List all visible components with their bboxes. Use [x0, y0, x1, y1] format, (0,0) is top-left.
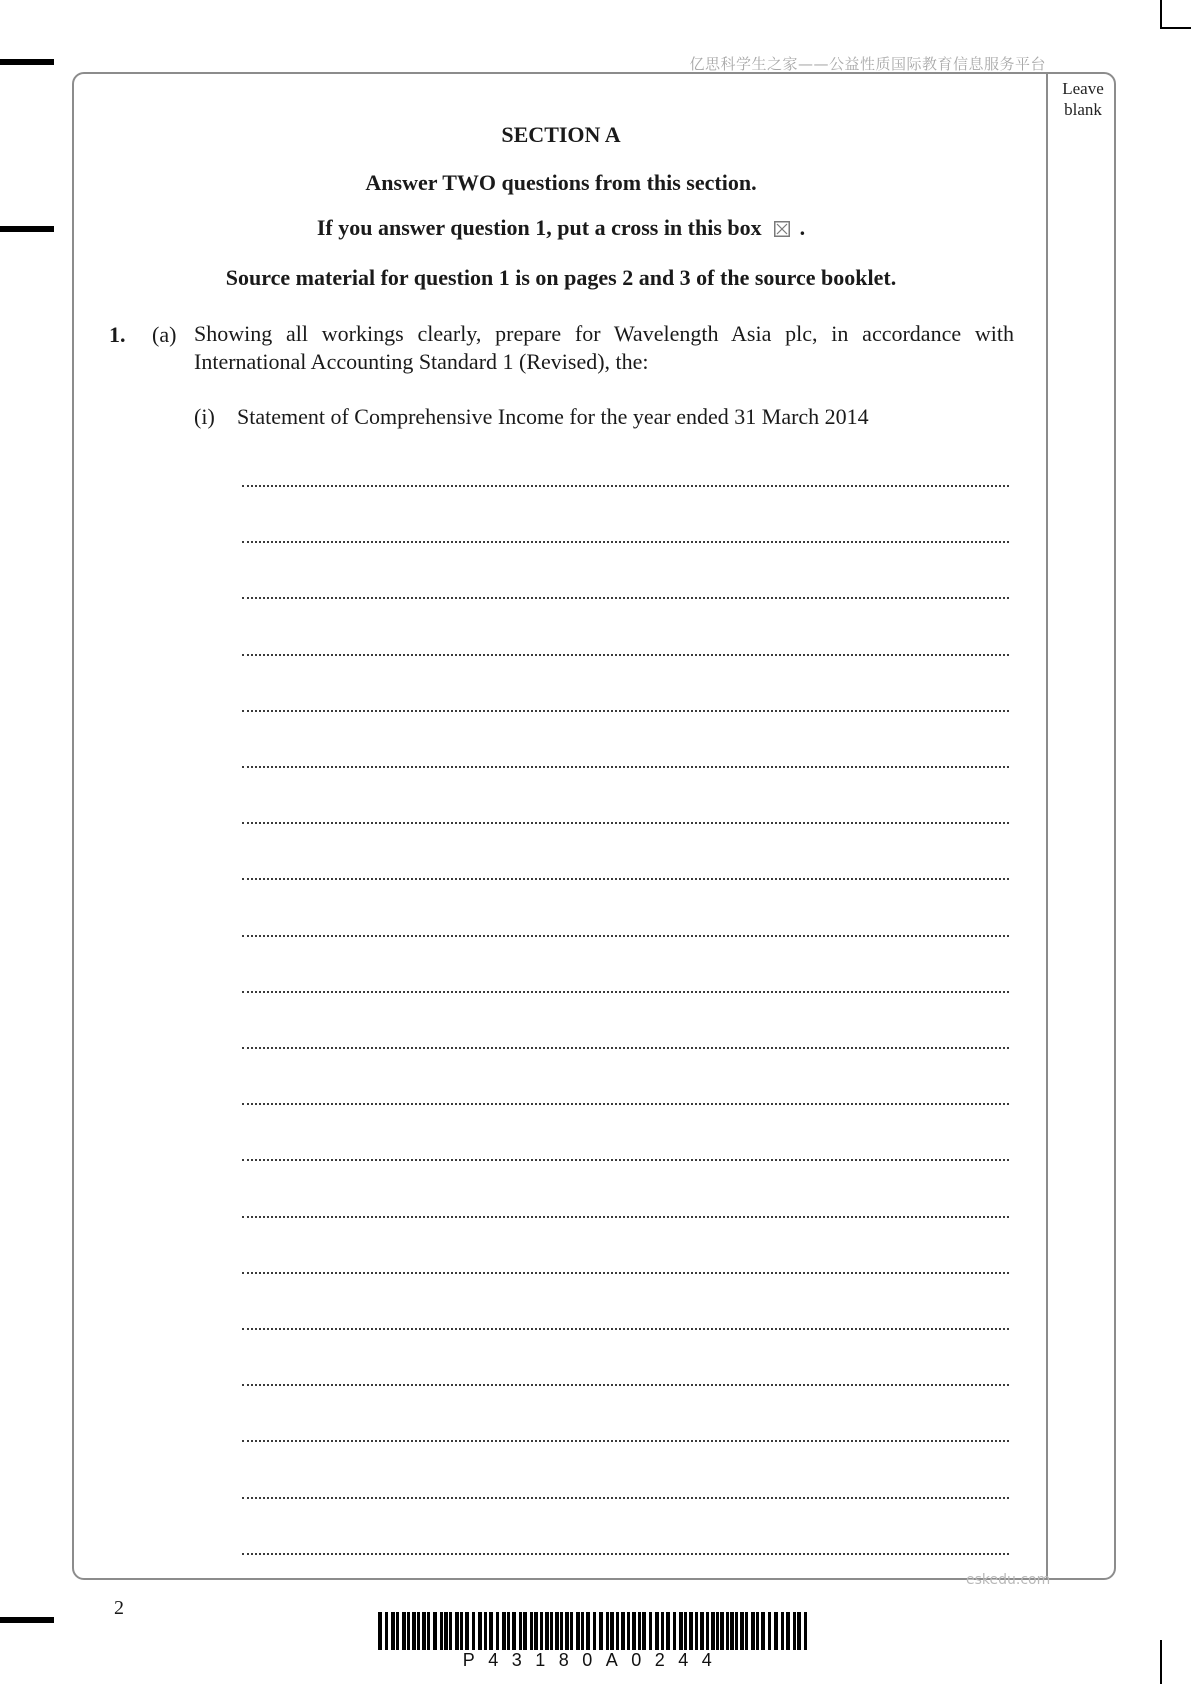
barcode-bar: [433, 1612, 437, 1650]
cross-box-icon[interactable]: [774, 217, 790, 233]
header-watermark: 亿思科学生之家——公益性质国际教育信息服务平台: [689, 55, 1046, 73]
barcode-bar: [632, 1612, 636, 1650]
barcode-bar: [378, 1612, 382, 1650]
answer-line[interactable]: [242, 822, 1009, 824]
barcode-bar: [797, 1612, 801, 1650]
barcode-bar: [385, 1612, 388, 1650]
barcode-bar: [417, 1612, 420, 1650]
answer-line[interactable]: [242, 1272, 1009, 1274]
barcode-bar: [489, 1612, 493, 1650]
answer-line[interactable]: [242, 935, 1009, 937]
barcode-bar: [730, 1612, 734, 1650]
barcode-bar: [610, 1612, 614, 1650]
source-note: Source material for question 1 is on pages 2 and 3 of the source booklet.: [225, 265, 897, 290]
barcode-bar: [534, 1612, 538, 1650]
barcode-bar: [786, 1612, 790, 1650]
margin-divider: [1046, 73, 1048, 1579]
answer-line[interactable]: [242, 1159, 1009, 1161]
barcode-bar: [530, 1612, 533, 1650]
crop-mark: [1160, 1640, 1162, 1684]
crop-mark: [0, 226, 54, 232]
cross-instruction: [120, 215, 1002, 241]
barcode-bar: [484, 1612, 487, 1650]
barcode-bar: [523, 1612, 527, 1650]
barcode-bar: [606, 1612, 609, 1650]
barcode-bar: [689, 1612, 693, 1650]
crop-mark: [1160, 0, 1162, 28]
leave-blank-label: Leave blank: [1062, 79, 1104, 119]
answer-line[interactable]: [242, 710, 1009, 712]
barcode-bar: [616, 1612, 619, 1650]
barcode-bar: [761, 1612, 765, 1650]
barcode-bar: [781, 1612, 784, 1650]
barcode-bar: [396, 1612, 399, 1650]
barcode-bar: [679, 1612, 683, 1650]
question-part: (a): [152, 322, 177, 347]
answer-line[interactable]: [242, 878, 1009, 880]
answer-line[interactable]: [242, 485, 1009, 487]
barcode-bar: [768, 1612, 771, 1650]
barcode-bar: [751, 1612, 755, 1650]
barcode-bar: [550, 1612, 553, 1650]
barcode-bar: [745, 1612, 748, 1650]
barcode-bar: [472, 1612, 475, 1650]
barcode-bar: [666, 1612, 670, 1650]
barcode-bar: [673, 1612, 676, 1650]
answer-line[interactable]: [242, 1384, 1009, 1386]
barcode-bar: [407, 1612, 410, 1650]
barcode-bar: [638, 1612, 641, 1650]
barcode-bar: [478, 1612, 482, 1650]
barcode-bar: [570, 1612, 573, 1650]
barcode-bar: [512, 1612, 516, 1650]
barcode-bar: [774, 1612, 778, 1650]
barcode-bar: [627, 1612, 630, 1650]
section-title: SECTION A: [501, 122, 621, 147]
answer-line[interactable]: [242, 1440, 1009, 1442]
question-subpart: (i): [194, 404, 215, 429]
answer-line[interactable]: [242, 766, 1009, 768]
crop-mark: [0, 1617, 54, 1623]
barcode-bar: [642, 1612, 646, 1650]
barcode-bar: [455, 1612, 459, 1650]
barcode-bar: [621, 1612, 625, 1650]
answer-line[interactable]: [242, 1497, 1009, 1499]
page-number: 2: [114, 1597, 124, 1619]
barcode-bar: [576, 1612, 580, 1650]
answer-line[interactable]: [242, 991, 1009, 993]
question-text: Showing all workings clearly, prepare for Wavelength Asia plc, in accordance with International Accounting Standard 1 (Revised), the:: [194, 321, 1014, 374]
barcode-bar: [599, 1612, 603, 1650]
barcode-bar: [720, 1612, 724, 1650]
barcode-bar: [444, 1612, 448, 1650]
barcode-bar: [726, 1612, 729, 1650]
barcode-text: P43180A0244: [462, 1650, 726, 1670]
barcode-bar: [449, 1612, 452, 1650]
barcode-bar: [593, 1612, 596, 1650]
barcode-bar: [412, 1612, 416, 1650]
barcode-bar: [496, 1612, 499, 1650]
cross-prompt: If you answer question 1, put a cross in this box: [316, 215, 762, 240]
barcode-bar: [586, 1612, 590, 1650]
barcode-bar: [507, 1612, 510, 1650]
barcode: [378, 1612, 810, 1650]
barcode-bar: [545, 1612, 549, 1650]
barcode-bar: [735, 1612, 738, 1650]
answer-line[interactable]: [242, 1328, 1009, 1330]
section-instruction: Answer TWO questions from this section.: [365, 170, 757, 195]
barcode-bar: [695, 1612, 698, 1650]
barcode-bar: [555, 1612, 559, 1650]
answer-line[interactable]: [242, 541, 1009, 543]
barcode-bar: [427, 1612, 430, 1650]
barcode-bar: [560, 1612, 563, 1650]
barcode-bar: [684, 1612, 687, 1650]
barcode-bar: [700, 1612, 704, 1650]
barcode-bar: [540, 1612, 543, 1650]
barcode-bar: [422, 1612, 426, 1650]
barcode-bar: [519, 1612, 522, 1650]
barcode-bar: [756, 1612, 759, 1650]
barcode-bar: [655, 1612, 659, 1650]
answer-frame: [72, 72, 1116, 1580]
answer-line[interactable]: [242, 1103, 1009, 1105]
answer-line[interactable]: [242, 1216, 1009, 1218]
barcode-bar: [565, 1612, 569, 1650]
barcode-bar: [661, 1612, 664, 1650]
question-number: 1.: [109, 322, 126, 347]
barcode-bar: [440, 1612, 443, 1650]
barcode-bar: [793, 1612, 796, 1650]
site-watermark: eskedu.com: [966, 1572, 1051, 1588]
barcode-bar: [649, 1612, 652, 1650]
barcode-bar: [581, 1612, 584, 1650]
barcode-bar: [740, 1612, 744, 1650]
barcode-bar: [391, 1612, 395, 1650]
barcode-bar: [402, 1612, 406, 1650]
answer-line[interactable]: [242, 1047, 1009, 1049]
crop-mark: [1160, 27, 1191, 29]
answer-line[interactable]: [242, 1553, 1009, 1555]
barcode-bar: [460, 1612, 463, 1650]
barcode-bar: [465, 1612, 469, 1650]
barcode-bar: [711, 1612, 715, 1650]
answer-line[interactable]: [242, 597, 1009, 599]
barcode-bar: [804, 1612, 807, 1650]
cross-suffix: .: [799, 215, 806, 240]
answer-line[interactable]: [242, 654, 1009, 656]
barcode-bar: [716, 1612, 719, 1650]
barcode-bar: [706, 1612, 709, 1650]
barcode-bar: [502, 1612, 506, 1650]
question-subpart-text: Statement of Comprehensive Income for the year ended 31 March 2014: [237, 404, 869, 429]
